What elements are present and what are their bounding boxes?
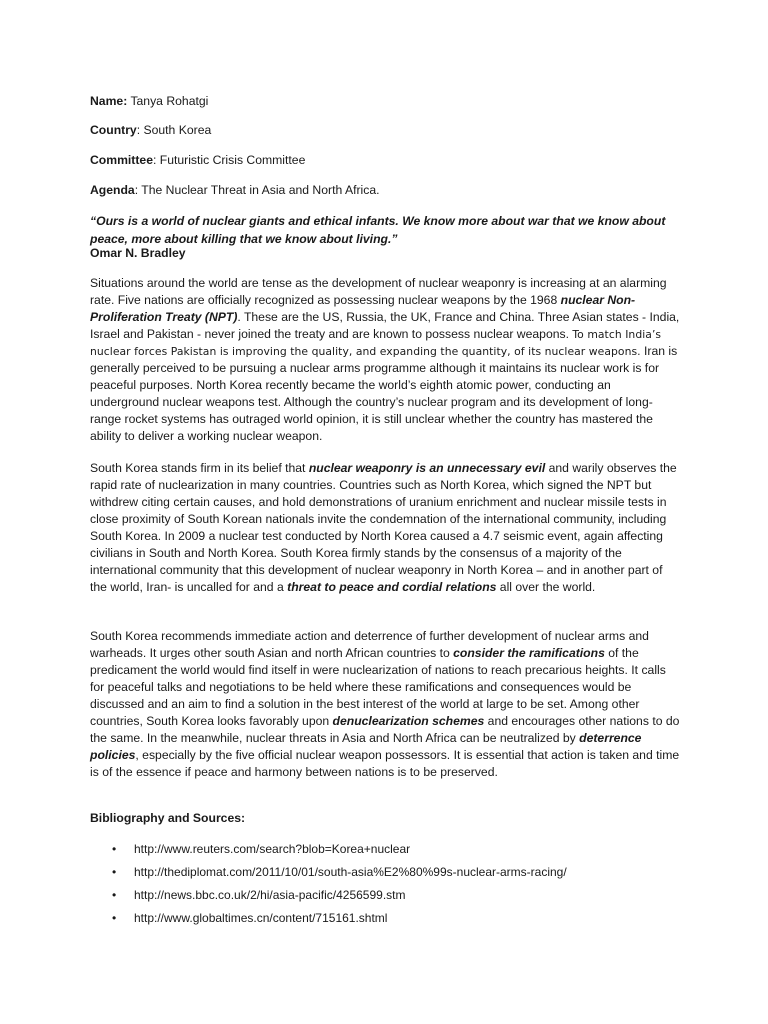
para2-text-3: all over the world. (496, 580, 596, 594)
para1-text-2: . These are the US, Russia, the UK, France and China. Three Asian states - India, Israel and Pakistan - never joined the treaty and are known to possess nuclear weapons. (90, 310, 680, 341)
bullet-icon: • (112, 888, 117, 902)
paragraph-1 (90, 275, 682, 445)
para1-emphasis-npt: nuclear Non-Proliferation Treaty (NPT) (90, 293, 636, 324)
source-url[interactable]: http://www.globaltimes.cn/content/715161.shtml (134, 911, 388, 925)
para2-emphasis-unnecessary-evil: nuclear weaponry is an unnecessary evil (308, 461, 546, 475)
quote-open-mark: “ (90, 214, 97, 228)
epigraph-quote (90, 212, 690, 248)
bibliography-item (112, 911, 567, 934)
agenda-line (90, 182, 379, 199)
para2-text-1: South Korea stands firm in its belief that (90, 461, 309, 475)
para3-emphasis-ramifications: consider the ramifications (453, 646, 605, 660)
country-line (90, 122, 211, 139)
para1-text-3: Iran is generally perceived to be pursuing a nuclear arms programme although it maintains its nuclear work is for peaceful purposes. North Korea recently became the world’s eighth atomic power, conducting an underground nuclear weapons test. Although the country’s nuclear program and its development of long-range rocket systems has outraged world opinion, it is still unclear whether the country has mastered the ability to deliver a working nuclear weapon. (90, 344, 678, 443)
bibliography-list (112, 842, 567, 934)
source-url[interactable]: http://www.reuters.com/search?blob=Korea+nuclear (134, 842, 411, 856)
quote-text: Ours is a world of nuclear giants and ethical infants. We know more about war that we know about peace, more about killing that we know about living. (90, 214, 666, 246)
bullet-icon: • (112, 842, 117, 856)
name-value: Tanya Rohatgi (130, 94, 209, 108)
name-line (90, 93, 208, 110)
para3-emphasis-deterrence: deterrence policies (90, 731, 642, 762)
name-label: Name: (90, 94, 128, 108)
para3-text-4: , especially by the five official nuclear weapon possessors. It is essential that action is taken and time is of the essence if peace and harmony between nations is to be preserved. (90, 748, 680, 779)
source-url[interactable]: http://thediplomat.com/2011/10/01/south-asia%E2%80%99s-nuclear-arms-racing/ (134, 865, 567, 879)
para3-text-3: and encourages other nations to do the same. In the meanwhile, nuclear threats in Asia and North Africa can be neutralized by (90, 714, 680, 745)
bibliography-item (112, 842, 567, 865)
country-label: Country (90, 123, 137, 137)
agenda-label: Agenda (90, 183, 135, 197)
quote-author: Omar N. Bradley (90, 246, 186, 260)
bibliography-item (112, 888, 567, 911)
bullet-icon: • (112, 911, 117, 925)
source-url[interactable]: http://news.bbc.co.uk/2/hi/asia-pacific/4256599.stm (134, 888, 406, 902)
agenda-value: : The Nuclear Threat in Asia and North Africa. (134, 183, 380, 197)
para2-emphasis-threat: threat to peace and cordial relations (287, 580, 497, 594)
committee-value: : Futuristic Crisis Committee (152, 153, 306, 167)
committee-line (90, 152, 305, 169)
quote-close-mark: ” (391, 232, 398, 246)
bullet-icon: • (112, 865, 117, 879)
bibliography-item (112, 865, 567, 888)
para2-text-2: and warily observes the rapid rate of nuclearization in many countries. Countries such as North Korea, which signed the NPT but withdrew citing certain causes, and hold demonstrations of uranium enrichment and nuclear missile tests in close proximity of South Korean nationals invite the condemnation of the international community, including South Korea. In 2009 a nuclear test conducted by North Korea caused a 4.7 seismic event, again affecting civilians in South and North Korea. South Korea firmly stands by the consensus of a majority of the international community that this development of nuclear weaponry in North Korea – and in another part of the world, Iran- is uncalled for and a (90, 461, 677, 594)
country-value: : South Korea (136, 123, 212, 137)
paragraph-2 (90, 460, 682, 596)
para3-text-2: of the predicament the world would find itself in were nuclearization of nations to reach precarious heights. It calls for peaceful talks and negotiations to be held where these ramifications and consequences would be discussed and an aim to find a solution in the best interest of the world at large to be set. Among other countries, South Korea looks favorably upon (90, 646, 666, 728)
paragraph-3 (90, 628, 682, 781)
committee-label: Committee (90, 153, 153, 167)
para3-text-1: South Korea recommends immediate action and deterrence of further development of nuclear arms and warheads. It urges other south Asian and north African countries to (90, 629, 649, 660)
bibliography-heading: Bibliography and Sources: (90, 811, 246, 825)
para3-emphasis-denuclearization: denuclearization schemes (332, 714, 485, 728)
para1-text-1: Situations around the world are tense as the development of nuclear weaponry is increasing at an alarming rate. Five nations are officially recognized as possessing nuclear weapons by the 1968 (90, 276, 667, 307)
para1-pakistan-sentence: To match India’s nuclear forces Pakistan is improving the quality, and expanding the quantity, of its nuclear weapons. (90, 328, 662, 358)
